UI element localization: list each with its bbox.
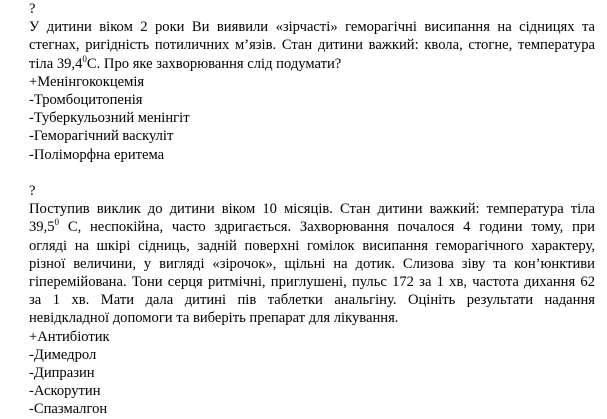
question-1 — [29, 0, 595, 164]
question-text-line: Поступив виклик до дитини віком 10 місяців. Стан дитини важкий: температура тіла — [29, 201, 595, 218]
question-text-line: різної величини, у вигляді «зірочок», щільні на дотик. Слизова зіву та кон’юнктиви — [29, 255, 595, 272]
answer-option: -Дипразин — [29, 365, 95, 382]
degree-superscript: 0 — [82, 53, 87, 64]
question-text-fragment: тіла 39,4 — [29, 55, 83, 72]
question-text-fragment: 39,5 — [29, 219, 55, 236]
question-text-line: стегнах, ригідність потиличних м’язів. Стан дитини важкий: квола, стогне, температура — [29, 37, 595, 54]
question-text-line: У дитини віком 2 роки Ви виявили «зірчасті» геморагічні висипання на сідницях та — [29, 19, 595, 36]
question-2 — [29, 182, 595, 419]
question-text-line: невідкладної допомоги та виберіть препарат для лікування. — [29, 310, 399, 327]
answer-option: -Поліморфна еритема — [29, 146, 165, 163]
question-marker: ? — [29, 183, 36, 200]
document-body — [29, 0, 595, 419]
question-marker: ? — [29, 1, 36, 17]
answer-option-correct: +Антибіотик — [29, 328, 110, 345]
question-text-fragment: С, неспокійна, часто здригається. Захворювання почалося 4 години тому, при — [59, 219, 595, 236]
answer-option: -Спазмалгон — [29, 401, 108, 418]
question-text-line: гіперемійована. Тони серця ритмічні, приглушені, пульс 172 за 1 хв, частота дихання 62 — [29, 274, 595, 291]
question-text-line: огляді на шкірі сідниць, задній поверхні гомілок висипання геморагічного характеру, — [29, 237, 595, 254]
answer-option: -Аскорутин — [29, 383, 101, 400]
question-text-line — [29, 218, 595, 236]
question-text-line: за 1 хв. Мати дала дитині пів таблетки анальгіну. Оцініть результати надання — [29, 292, 595, 309]
answer-option: -Димедрол — [29, 346, 97, 363]
question-text-fragment: С. Про яке захворювання слід подумати? — [86, 55, 342, 72]
answer-option: -Туберкульозний менінгіт — [29, 110, 190, 127]
answer-option: -Тромбоцитопенія — [29, 92, 143, 109]
answer-option-correct: +Менінгококцемія — [29, 73, 145, 90]
answer-option: -Геморагічний васкуліт — [29, 128, 174, 145]
question-text-line — [29, 55, 595, 73]
degree-superscript: 0 — [54, 217, 60, 228]
